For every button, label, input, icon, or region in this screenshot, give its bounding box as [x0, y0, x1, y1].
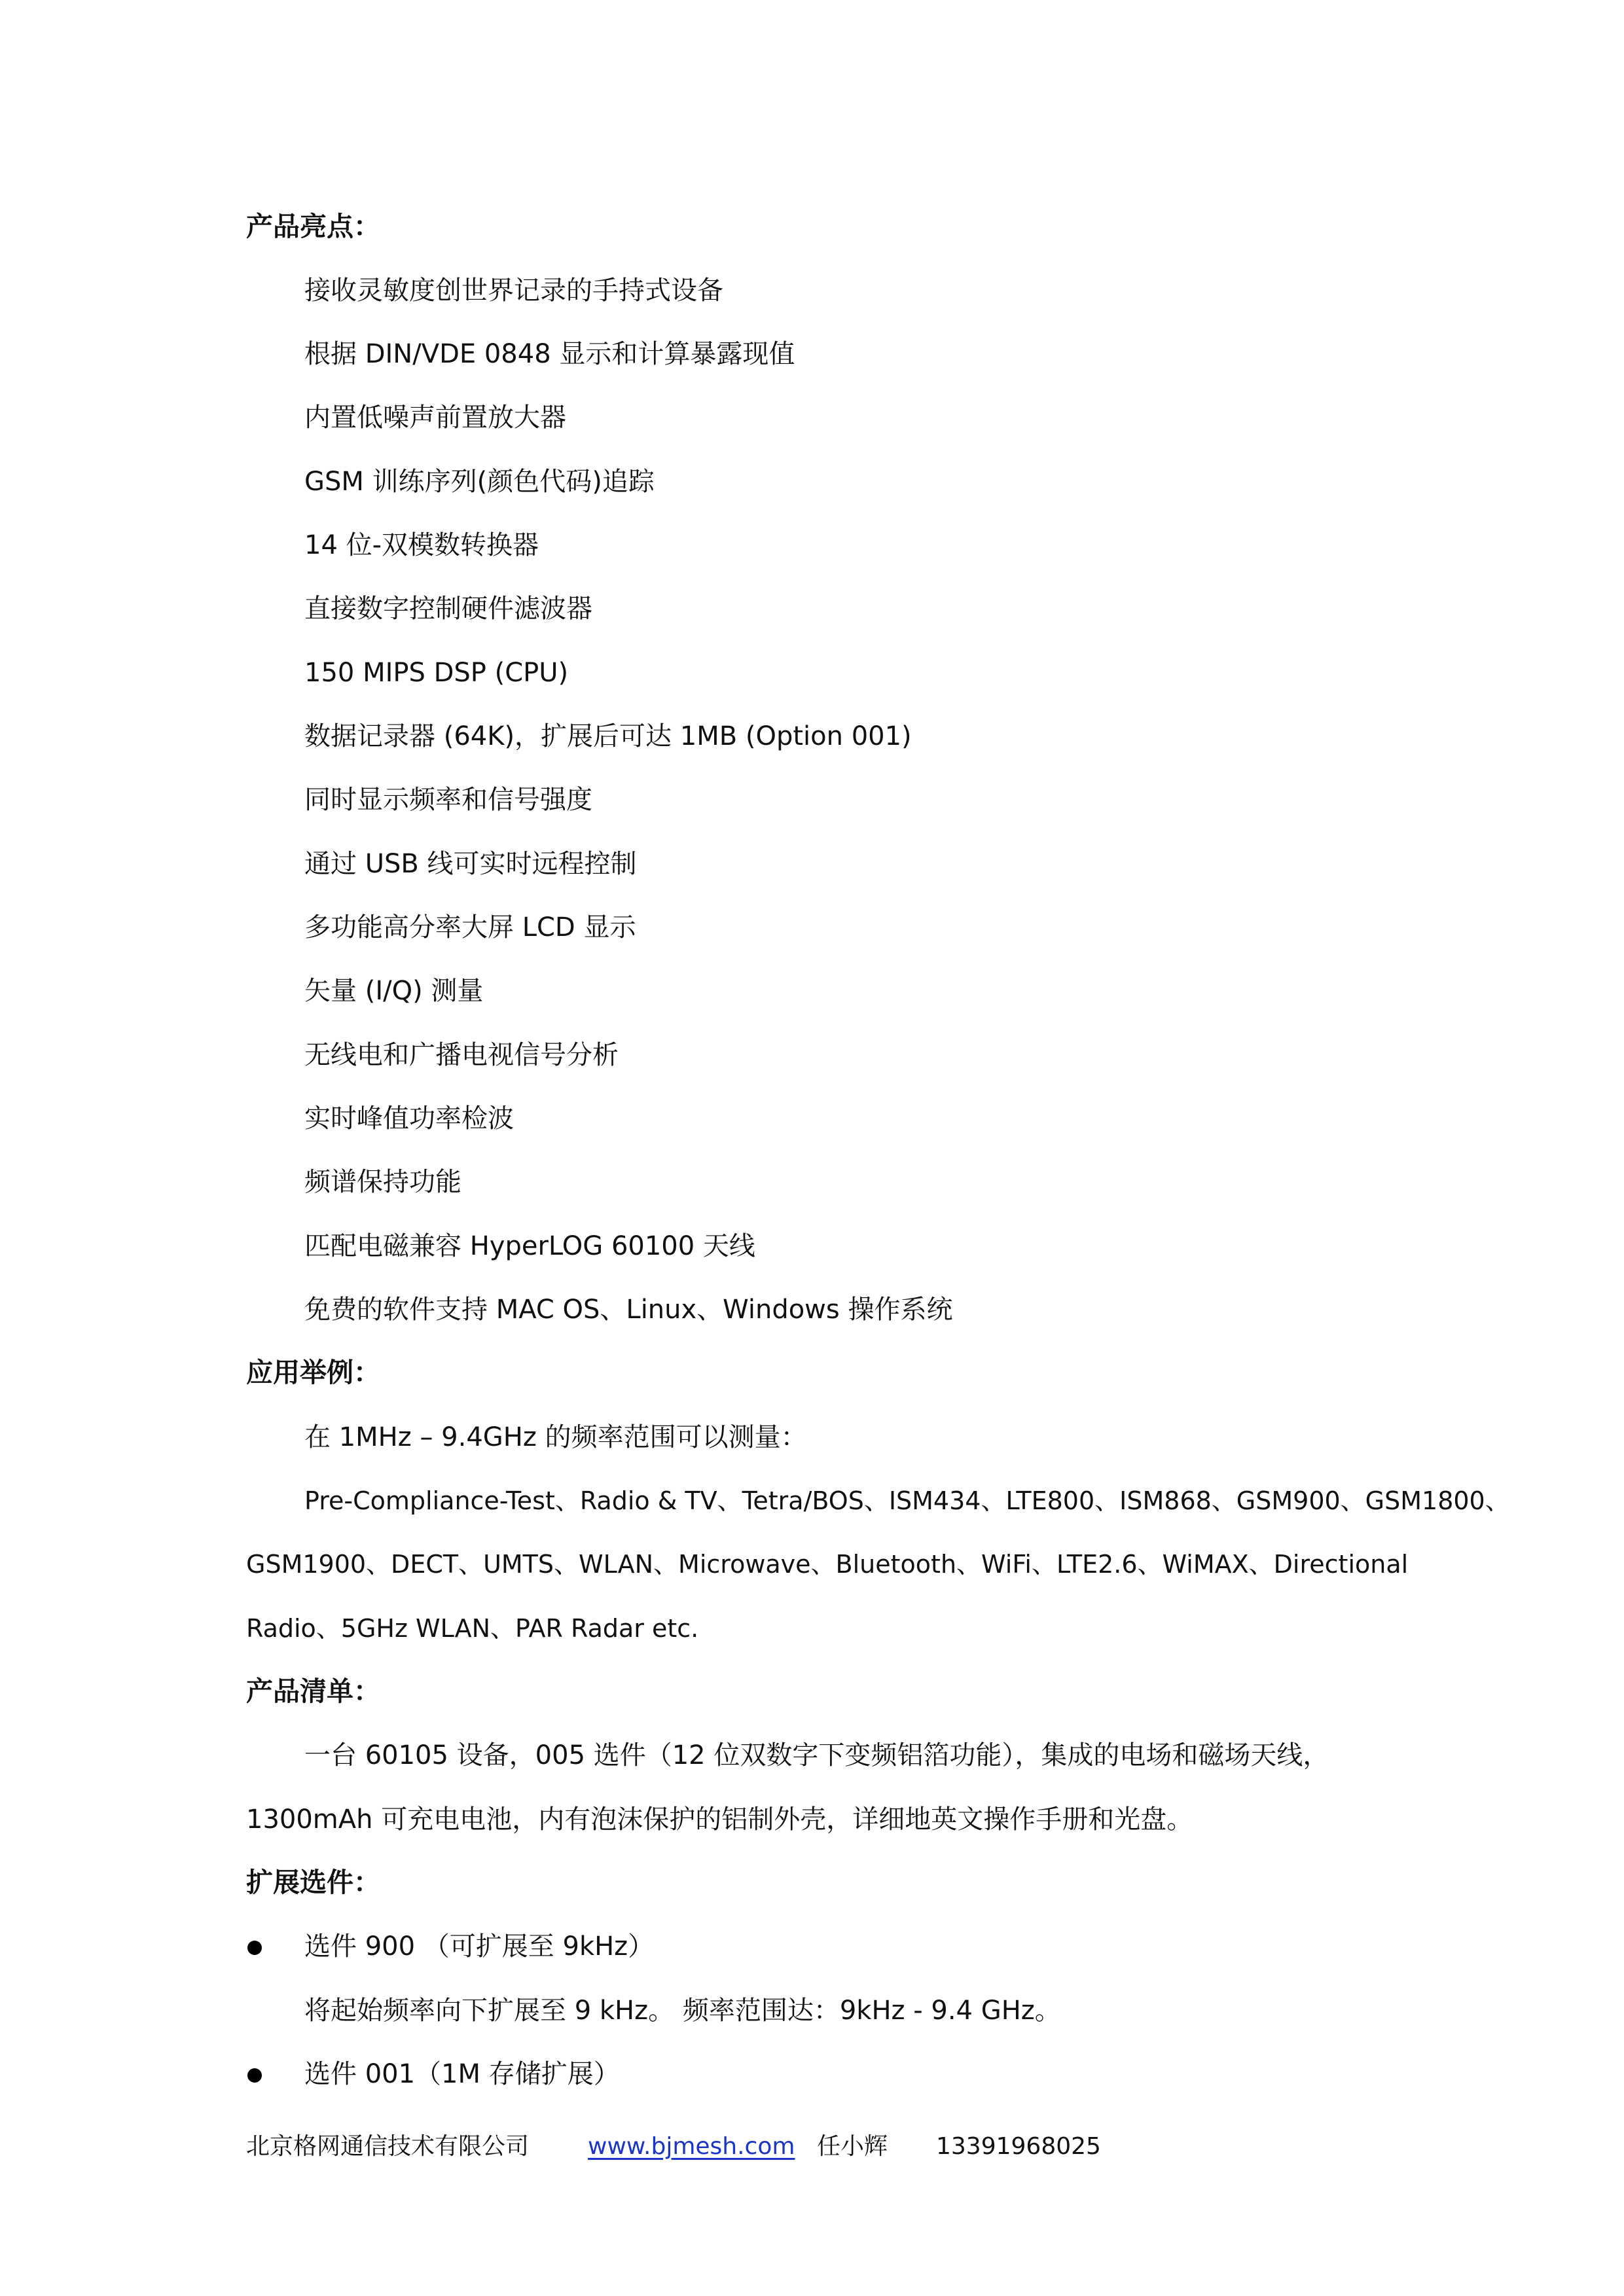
option-title: 选件 001（1M 存储扩展） — [304, 2059, 620, 2089]
highlight-item: 通过 USB 线可实时远程控制 — [304, 849, 637, 879]
option-detail: 将起始频率向下扩展至 9 kHz。 频率范围达：9kHz - 9.4 GHz。 — [304, 1996, 1061, 2026]
highlight-item: 免费的软件支持 MAC OS、Linux、Windows 操作系统 — [304, 1295, 953, 1325]
highlight-item: 接收灵敏度创世界记录的手持式设备 — [304, 276, 723, 306]
section-heading-applications: 应用举例： — [246, 1357, 380, 1388]
highlight-item: 根据 DIN/VDE 0848 显示和计算暴露现值 — [304, 339, 795, 369]
footer-website-link[interactable]: www.bjmesh.com — [588, 2133, 795, 2160]
applications-line: GSM1900、DECT、UMTS、WLAN、Microwave、Bluetooth、WiFi、LTE2.6、WiMAX、Directional — [246, 1550, 1409, 1579]
applications-intro: 在 1MHz – 9.4GHz 的频率范围可以测量： — [304, 1422, 807, 1452]
package-line: 一台 60105 设备，005 选件（12 位双数字下变频铝箔功能），集成的电场和磁场天线， — [304, 1740, 1329, 1770]
highlight-item: 频谱保持功能 — [304, 1167, 461, 1197]
bullet-icon — [247, 2068, 262, 2083]
highlight-item: 匹配电磁兼容 HyperLOG 60100 天线 — [304, 1231, 755, 1261]
highlight-item: 多功能高分率大屏 LCD 显示 — [304, 912, 636, 942]
footer-phone: 13391968025 — [936, 2133, 1101, 2160]
highlight-item: GSM 训练序列(颜色代码)追踪 — [304, 467, 655, 497]
footer-contact-name: 任小辉 — [817, 2133, 888, 2160]
footer-company: 北京格网通信技术有限公司 — [246, 2133, 530, 2160]
highlight-item: 数据记录器 (64K)，扩展后可达 1MB (Option 001) — [304, 721, 912, 751]
highlight-item: 内置低噪声前置放大器 — [304, 403, 566, 433]
highlight-item: 矢量 (I/Q) 测量 — [304, 976, 484, 1006]
highlight-item: 150 MIPS DSP (CPU) — [304, 658, 569, 688]
highlight-item: 14 位-双模数转换器 — [304, 530, 539, 560]
highlight-item: 实时峰值功率检波 — [304, 1103, 514, 1134]
highlight-item: 直接数字控制硬件滤波器 — [304, 594, 592, 624]
applications-line: Radio、5GHz WLAN、PAR Radar etc. — [246, 1614, 699, 1643]
highlight-item: 同时显示频率和信号强度 — [304, 785, 592, 815]
highlight-item: 无线电和广播电视信号分析 — [304, 1040, 619, 1070]
section-heading-options: 扩展选件： — [246, 1867, 380, 1898]
option-title: 选件 900 （可扩展至 9kHz） — [304, 1931, 655, 1962]
section-heading-highlights: 产品亮点： — [246, 211, 380, 242]
applications-line: Pre-Compliance-Test、Radio & TV、Tetra/BOS、ISM434、LTE800、ISM868、GSM900、GSM1800、 — [304, 1486, 1510, 1515]
bullet-icon — [247, 1941, 262, 1955]
section-heading-package: 产品清单： — [246, 1676, 380, 1707]
package-line: 1300mAh 可充电电池，内有泡沫保护的铝制外壳，详细地英文操作手册和光盘。 — [246, 1804, 1193, 1835]
